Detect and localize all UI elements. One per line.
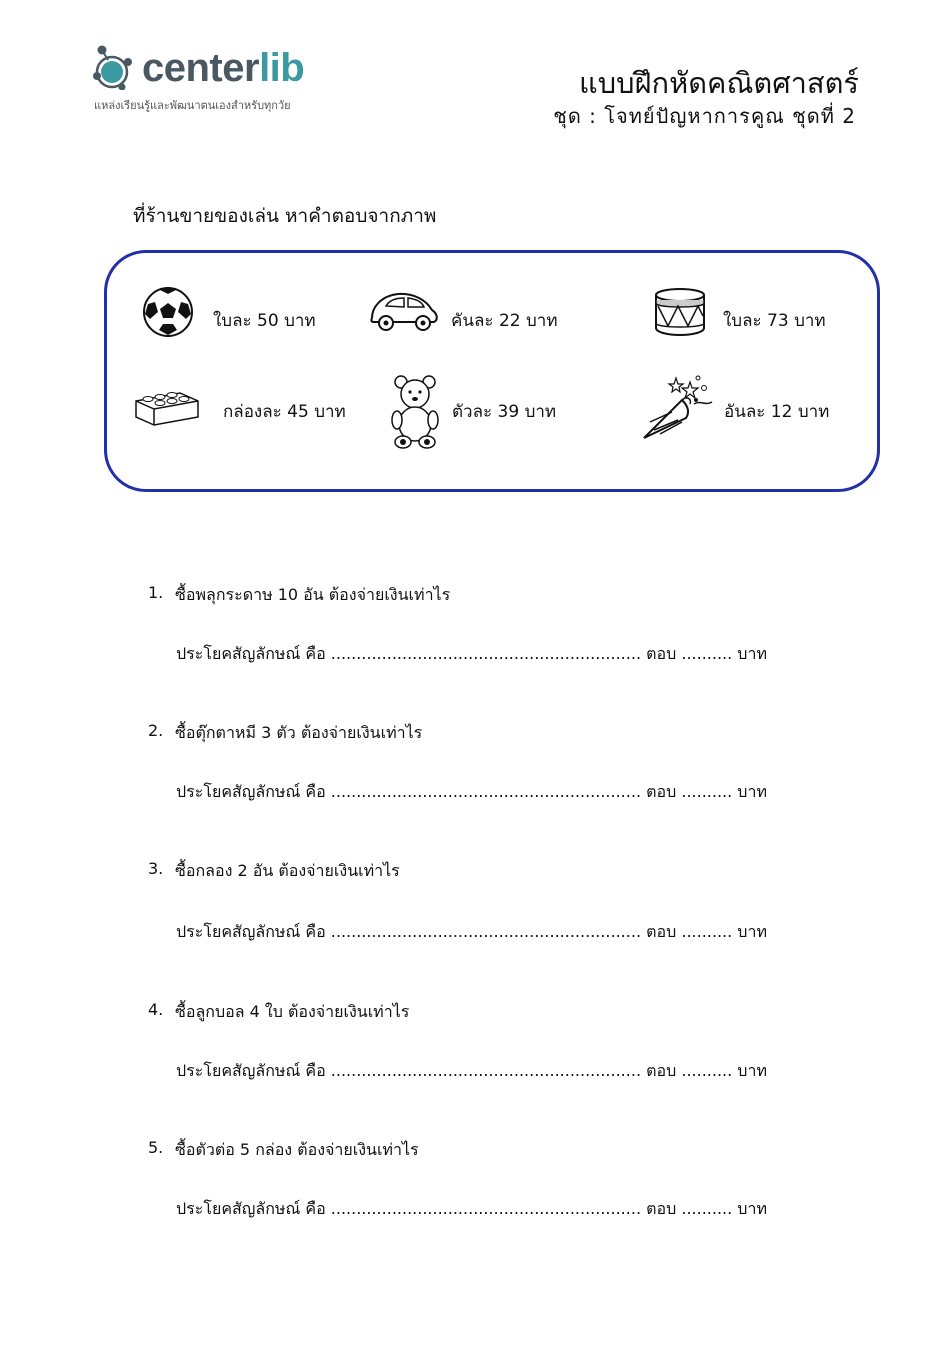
price-list-box [104, 250, 880, 492]
question-number: 1. [148, 583, 164, 602]
question-number: 4. [148, 1000, 164, 1019]
answer-line-2: ประโยคสัญลักษณ์ คือ ............................................................. ตอบ .......... บาท [176, 782, 767, 801]
price-soccer-ball: ใบละ 50 บาท [213, 311, 316, 331]
question-number: 2. [148, 721, 164, 740]
soccer-ball-icon [142, 286, 194, 338]
question-text: ซื้อกลอง 2 อัน ต้องจ่ายเงินเท่าไร [175, 861, 400, 880]
instruction-text: ที่ร้านขายของเล่น หาคำตอบจากภาพ [133, 205, 437, 227]
question-number: 5. [148, 1138, 164, 1157]
question-text: ซื้อลูกบอล 4 ใบ ต้องจ่ายเงินเท่าไร [175, 1002, 410, 1021]
toy-brick-icon [134, 383, 200, 427]
teddy-bear-icon [390, 374, 440, 450]
question-text: ซื้อตุ๊กตาหมี 3 ตัว ต้องจ่ายเงินเท่าไร [175, 723, 423, 742]
drum-icon [653, 286, 707, 338]
question-text: ซื้อพลุกระดาษ 10 อัน ต้องจ่ายเงินเท่าไร [175, 585, 451, 604]
question-number: 3. [148, 859, 164, 878]
price-toy-car: คันละ 22 บาท [451, 311, 558, 331]
worksheet-subtitle: ชุด : โจทย์ปัญหาการคูณ ชุดที่ 2 [553, 104, 856, 128]
logo-word-lib: lib [259, 46, 305, 90]
answer-line-5: ประโยคสัญลักษณ์ คือ ............................................................. ตอบ .......... บาท [176, 1199, 767, 1218]
party-popper-icon [642, 374, 716, 440]
answer-line-4: ประโยคสัญลักษณ์ คือ ............................................................. ตอบ .......... บาท [176, 1061, 767, 1080]
logo-word-center: center [142, 46, 260, 90]
question-text: ซื้อตัวต่อ 5 กล่อง ต้องจ่ายเงินเท่าไร [175, 1140, 419, 1159]
price-drum: ใบละ 73 บาท [723, 311, 826, 331]
answer-line-1: ประโยคสัญลักษณ์ คือ ............................................................. ตอบ .......... บาท [176, 644, 767, 663]
toy-car-icon [368, 288, 440, 334]
centerlib-logo [92, 38, 352, 118]
logo-wordmark [142, 44, 304, 92]
answer-line-3: ประโยคสัญลักษณ์ คือ ............................................................. ตอบ .......... บาท [176, 922, 767, 941]
logo-tagline: แหล่งเรียนรู้และพัฒนาตนเองสำหรับทุกวัย [94, 99, 291, 112]
worksheet-title: แบบฝึกหัดคณิตศาสตร์ [579, 66, 859, 100]
price-party-popper: อันละ 12 บาท [724, 402, 830, 422]
price-toy-brick: กล่องละ 45 บาท [223, 402, 346, 422]
logo-mark-icon [92, 42, 136, 90]
price-teddy-bear: ตัวละ 39 บาท [452, 402, 557, 422]
